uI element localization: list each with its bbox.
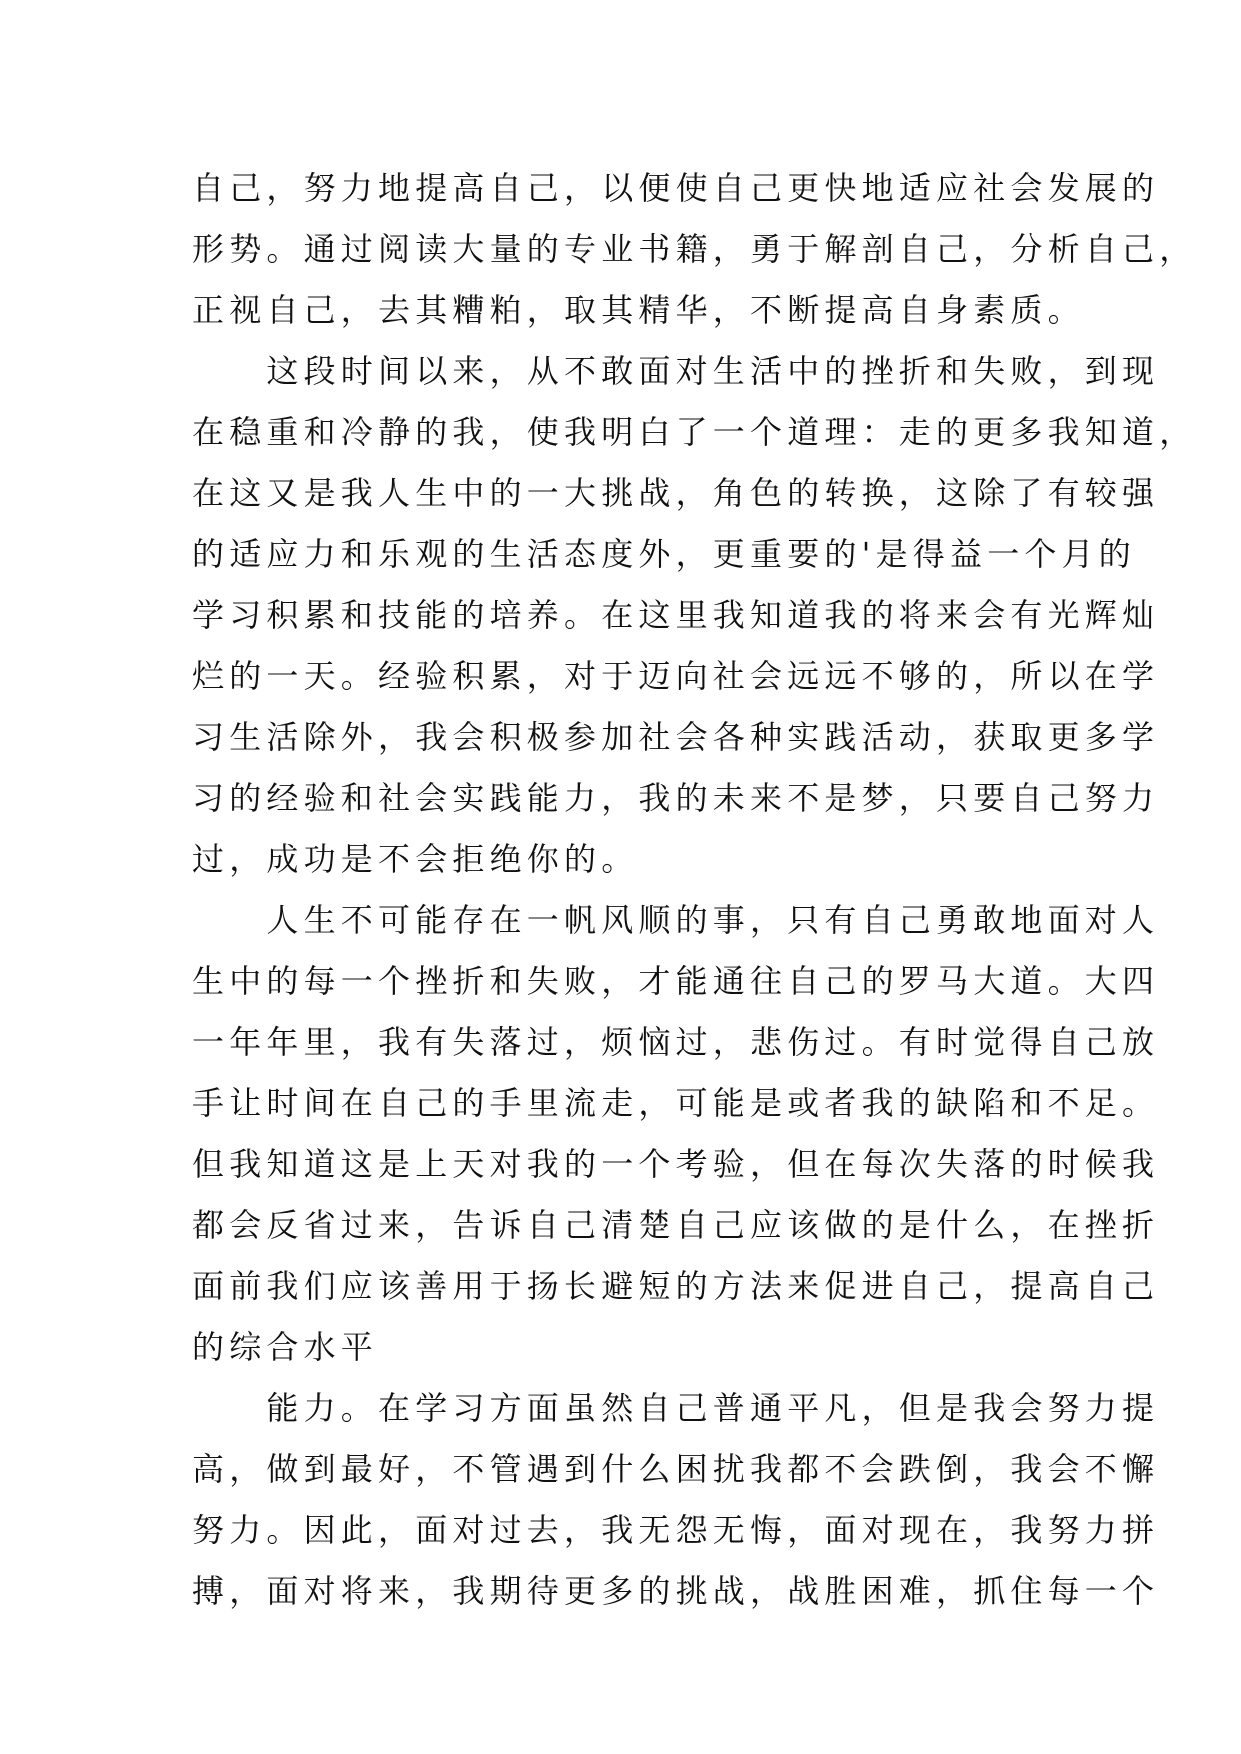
text-line: 搏，面对将来，我期待更多的挑战，战胜困难，抓住每一个 [192,1572,1160,1610]
text-line: 的适应力和乐观的生活态度外，更重要的'是得益一个月的 [192,535,1136,573]
text-line: 在这又是我人生中的一大挑战，角色的转换，这除了有较强 [192,474,1160,512]
text-line: 学习积累和技能的培养。在这里我知道我的将来会有光辉灿 [192,596,1160,634]
text-line: 的综合水平 [192,1328,379,1366]
text-line: 人生不可能存在一帆风顺的事，只有自己勇敢地面对人 [192,901,1160,939]
text-line: 都会反省过来，告诉自己清楚自己应该做的是什么，在挫折 [192,1206,1160,1244]
text-line: 在稳重和冷静的我，使我明白了一个道理：走的更多我知道， [192,413,1197,451]
text-line: 习的经验和社会实践能力，我的未来不是梦，只要自己努力 [192,779,1160,817]
text-line: 烂的一天。经验积累，对于迈向社会远远不够的，所以在学 [192,657,1160,695]
text-line: 习生活除外，我会积极参加社会各种实践活动，获取更多学 [192,718,1160,756]
text-line: 能力。在学习方面虽然自己普通平凡，但是我会努力提 [192,1389,1160,1427]
text-line: 面前我们应该善用于扬长避短的方法来促进自己，提高自己 [192,1267,1160,1305]
document-body [192,158,1197,1622]
text-line: 正视自己，去其糟粕，取其精华，不断提高自身素质。 [192,291,1085,329]
text-line: 自己，努力地提高自己，以便使自己更快地适应社会发展的 [192,169,1160,207]
text-line: 这段时间以来，从不敢面对生活中的挫折和失败，到现 [192,352,1160,390]
text-line: 一年年里，我有失落过，烦恼过，悲伤过。有时觉得自己放 [192,1023,1160,1061]
text-line: 生中的每一个挫折和失败，才能通往自己的罗马大道。大四 [192,962,1160,1000]
text-line: 努力。因此，面对过去，我无怨无悔，面对现在，我努力拼 [192,1511,1160,1549]
text-line: 但我知道这是上天对我的一个考验，但在每次失落的时候我 [192,1145,1160,1183]
text-line: 过，成功是不会拒绝你的。 [192,840,639,878]
text-line: 手让时间在自己的手里流走，可能是或者我的缺陷和不足。 [192,1084,1160,1122]
text-line: 高，做到最好，不管遇到什么困扰我都不会跌倒，我会不懈 [192,1450,1160,1488]
text-line: 形势。通过阅读大量的专业书籍，勇于解剖自己，分析自己， [192,230,1197,268]
